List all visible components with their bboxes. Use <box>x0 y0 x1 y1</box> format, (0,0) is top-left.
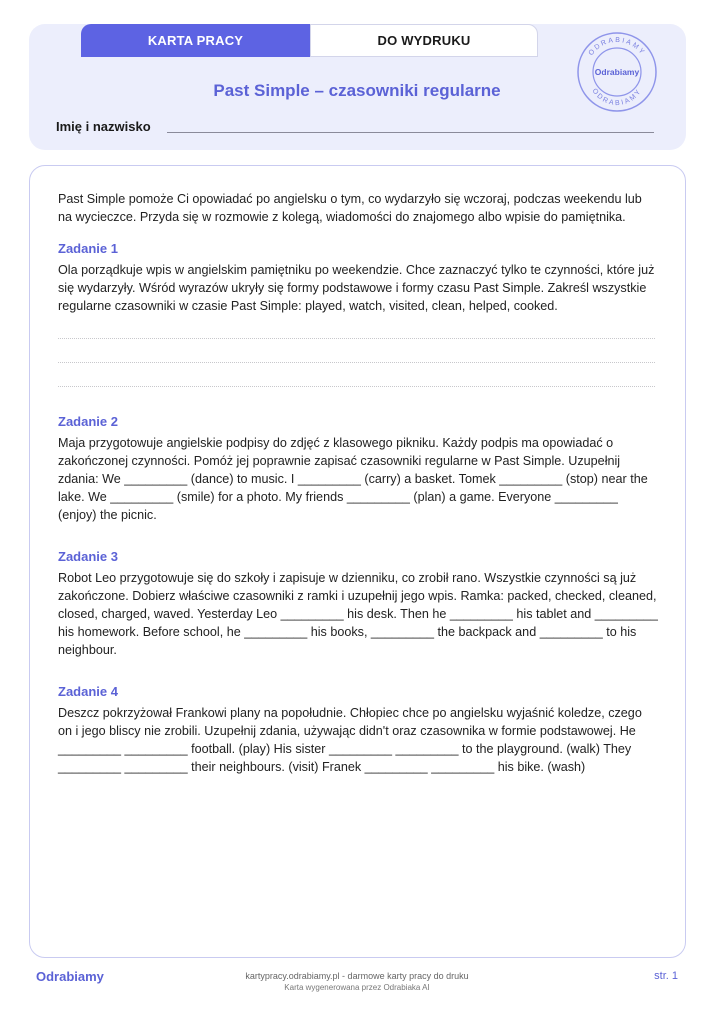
worksheet-content <box>58 190 658 776</box>
task-3-text: Robot Leo przygotowuje się do szkoły i zapisuje w dzienniku, co zrobił rano. Wszystkie czynności są już zakończone. Dobierz właściwe czasowniki z ramki i uzupełnij jego wpis. Ramka: packed, checked, cleaned, closed, charged, waved. Yesterday Leo _________ his desk. Then he _________ his tablet and _________ his homework. Before school, he _________ his books, _________ the backpack and _________ to his neighbour. <box>58 571 658 657</box>
footer-generated-note: Karta wygenerowana przez Odrabiaka AI <box>284 983 430 992</box>
task-2-text: Maja przygotowuje angielskie podpisy do zdjęć z klasowego pikniku. Każdy podpis ma opowiadać o zakończonej czynności. Pomóż jej poprawnie zapisać czasowniki regularne w Past Simple. Uzupełnij zdania: We _________ (dance) to music. I _________ (carry) a basket. Tomek _________ (stop) near the lake. We _________ (smile) for a photo. My friends _________ (plan) a game. Everyone _________ (enjoy) the picnic. <box>58 436 648 522</box>
task-4-title: Zadanie 4 <box>58 684 118 699</box>
task-1-title: Zadanie 1 <box>58 241 118 256</box>
task-4-text: Deszcz pokrzyżował Frankowi plany na popołudnie. Chłopiec chce po angielsku wyjaśnić koledze, czego on i jego bliscy nie zrobili. Uzupełnij zdania, używając didn't oraz czasownika w formie podstawowej. He _________ _________ football. (play) His sister _________ _________ to the playground. (walk) They _________ _________ their neighbours. (visit) Franek _________ _________ his bike. (wash) <box>58 706 642 774</box>
svg-text:ODRABIAMY <box>591 88 644 108</box>
tab-print[interactable]: DO WYDRUKU <box>310 24 538 57</box>
task-3-title: Zadanie 3 <box>58 549 118 564</box>
footer-brand: Odrabiamy <box>36 969 104 984</box>
task-2-title: Zadanie 2 <box>58 414 118 429</box>
page-number: str. 1 <box>654 970 678 982</box>
svg-text:ODRABIAMY <box>588 37 647 57</box>
stamp-ring-top: ODRABIAMY <box>587 36 647 58</box>
tab-worksheet[interactable]: KARTA PRACY <box>81 24 310 57</box>
footer-info <box>207 970 507 994</box>
footer-site-link[interactable]: kartypracy.odrabiamy.pl - darmowe karty pracy do druku <box>245 971 469 981</box>
page-title: Past Simple – czasowniki regularne <box>213 81 501 100</box>
answer-line[interactable] <box>58 386 655 387</box>
odrabiamy-stamp-logo <box>576 31 658 113</box>
task-2 <box>58 413 658 524</box>
intro-text: Past Simple pomoże Ci opowiadać po angielsku o tym, co wydarzyło się wczoraj, podczas weekendu lub na wycieczce. Przyda się w rozmowie z kolegą, wiadomości do znajomego albo wpisie do pamiętnika. <box>58 192 642 224</box>
stamp-brand: Odrabiamy <box>594 67 640 77</box>
task-1-text: Ola porządkuje wpis w angielskim pamiętniku po weekendzie. Chce zaznaczyć tylko te czynności, które już się wydarzyły. Wśród wyrazów ukryły się formy podstawowe i formy czasu Past Simple. Zakreśl wszystkie regularne czasowniki w czasie Past Simple: played, watch, visited, clean, helped, cooked. <box>58 263 655 313</box>
name-input-line[interactable] <box>167 132 654 133</box>
name-label: Imię i nazwisko <box>56 119 151 134</box>
task-4 <box>58 683 658 776</box>
stamp-ring-bottom: ODRABIAMY <box>590 87 644 108</box>
task-1 <box>58 240 658 387</box>
task-3 <box>58 548 658 659</box>
